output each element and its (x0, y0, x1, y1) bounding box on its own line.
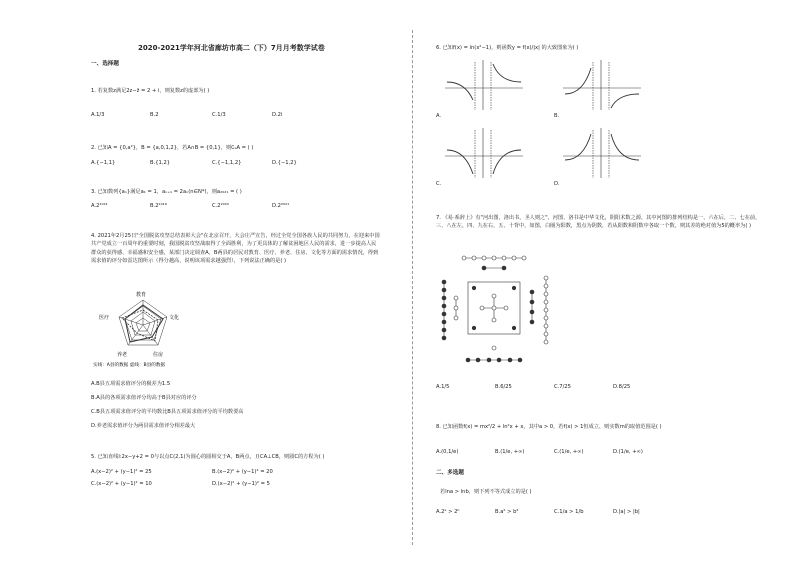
question-7-stem: 7. 《易·系辞上》有"河出图，洛出书，圣人则之"，河图、洛书是中华文化，阴阳术数之源，其中河图的排列结构是一、六在后，二、七在前，三、八在左，四、九在右，五、十背中，如图，白圈为阳数，黑点为阴数，若从阳数和阴数中各取一个数，则其差的绝对值为5的概率为( ) (436, 215, 761, 230)
q3-option-c: C.2²⁰²⁰ (212, 203, 229, 209)
q3-option-d: D.2²⁰²¹ (272, 203, 290, 209)
q5-option-b: B.(x−2)² + (y−1)² = 20 (212, 469, 273, 475)
q8-option-b: B.(1/e, +∞) (495, 449, 525, 455)
question-9-stem: 若lna > lnb，则下列不等式成立的是( ) (440, 489, 532, 495)
hetu-diagram (438, 252, 558, 372)
q6-option-a: A. (436, 113, 442, 119)
radar-axis-label: 文化 (169, 315, 180, 321)
radar-chart (91, 288, 201, 368)
q5-option-a: A.(x−2)² + (y−1)² = 25 (91, 469, 152, 475)
q3-option-b: B.2²⁰¹⁹ (150, 203, 167, 209)
page-title: 2020-2021学年河北省廊坊市高二（下）7月月考数学试卷 (138, 44, 325, 52)
q6-option-b: B. (554, 113, 560, 119)
radar-legend: 实线：A县的数据 虚线：B县的数据 (93, 363, 166, 368)
q6-option-c: C. (436, 181, 442, 187)
radar-axis-label: 养老 (117, 352, 128, 358)
q7-option-b: B.6/25 (495, 384, 512, 390)
q9-option-a: A.2ᵃ > 2ᵇ (436, 509, 460, 515)
q8-option-c: C.(1/e, +∞) (554, 449, 584, 455)
question-4-stem: 4. 2021年2月25日"全国脱贫攻坚总结表彰大会"在北京召开，大会庄严宣告，经过全党全国各族人民的共同努力，在迎来中国共产党成立一百周年的重要时刻，我国脱贫攻坚战取得了全面胜利，为了更具体的了解贫困地区人民的需求，进一步提高人民群众的获得感、幸福感和安全感，某部门决定调查A，B两县的居民对教育、医疗、养老、住房、文化等方面的需求情况，得到需求值的评分如雷达图所示（得分越高，说明该项需求越强烈），下列说法正确的是( ) (91, 233, 380, 264)
q1-option-c: C.1/3 (212, 112, 226, 118)
section-heading-choice: 一、选择题 (91, 61, 119, 67)
column-divider (412, 30, 413, 545)
graph-option-a (445, 60, 525, 112)
q3-option-a: A.2¹⁰²¹ (91, 203, 108, 209)
graph-option-c (445, 128, 525, 180)
question-3-stem: 3. 已知数列{aₙ}满足a₁ = 1，aₙ₊₁ = 2aₙ(n∈N*)，则a₂₀₂₁ = ( ) (91, 189, 242, 195)
radar-axis-label: 住房 (153, 352, 164, 358)
question-2-stem: 2. 已知A = {0,a²}，B = {a,0,1,2}，若A∩B = {0,1}，则∁ₐA = ( ) (91, 145, 254, 151)
q5-option-c: C.(x−2)² + (y−1)² = 10 (91, 481, 152, 487)
q7-option-c: C.7/25 (554, 384, 571, 390)
q1-option-a: A.1/3 (91, 112, 105, 118)
q8-option-d: D.(1/e, +∞) (613, 449, 643, 455)
radar-axis-label: 医疗 (99, 315, 110, 321)
q7-option-d: D.8/25 (613, 384, 631, 390)
q5-option-d: D.(x−2)² + (y−1)² = 5 (212, 481, 270, 487)
q2-option-c: C.{−1,1,2} (212, 160, 242, 166)
q6-option-d: D. (554, 181, 560, 187)
question-6-stem: 6. 已知f(x) = ln(x²−1)，则函数y = f(x)/|x| 的大致图象为( ) (436, 45, 579, 51)
q4-option-b: B.A县的各项需求值评分均高于B县对应的评分 (91, 395, 197, 401)
question-8-stem: 8. 已知函数f(x) = mx²/2 + ln²x + x，其中a > 0，若f(x) > 1恒成立，则实数m的取值范围是( ) (436, 424, 662, 430)
radar-axis-label: 教育 (136, 292, 147, 298)
q8-option-a: A.(0,1/e) (436, 449, 459, 455)
q1-option-b: B.2 (150, 112, 159, 118)
q9-option-d: D.|a| > |b| (613, 509, 640, 515)
q7-option-a: A.1/5 (436, 384, 450, 390)
q1-option-d: D.2i (272, 112, 283, 118)
q9-option-b: B.a² > b² (495, 509, 519, 515)
q4-option-c: C.B县五项需求值评分的平均数比B县五项需求值评分的平均数要高 (91, 409, 244, 415)
question-1-stem: 1. 若复数z满足2z−z̄ = 2 + i，则复数z的虚部为( ) (91, 88, 210, 94)
q2-option-a: A.{−1,1} (91, 160, 116, 166)
q4-option-d: D.养老需求值评分为两县需求值评分相差最大 (91, 423, 196, 429)
q2-option-b: B.{1,2} (150, 160, 171, 166)
q9-option-c: C.1/a > 1/b (554, 509, 584, 515)
graph-option-d (563, 128, 643, 180)
section-heading-multi: 二、多选题 (436, 470, 464, 476)
q4-option-a: A.B县五项需求值评分的极差为1.5 (91, 381, 171, 387)
q2-option-d: D.{−1,2} (272, 160, 297, 166)
graph-option-b (563, 60, 643, 112)
question-5-stem: 5. 已知直线l:2x−y+2 = 0与以点C(2,1)为圆心的圆相交于A，B两点，且CA⊥CB，则圆C的方程为( ) (91, 454, 325, 460)
